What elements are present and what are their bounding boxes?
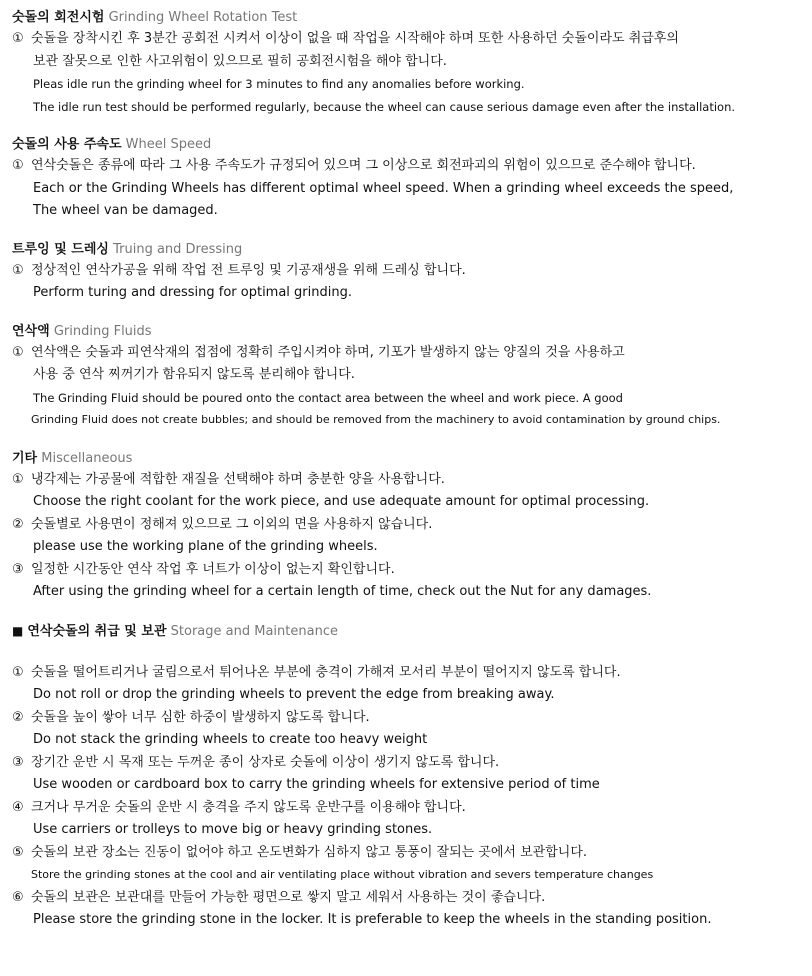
item-text-en: Pleas idle run the grinding wheel for 3 minutes to find any anomalies before working. [33, 77, 525, 91]
item-line [12, 729, 808, 752]
item-line [12, 260, 808, 283]
item-number: ① [12, 262, 24, 278]
item-number: ① [12, 344, 24, 360]
item-number: ⑤ [12, 844, 24, 860]
item-text-ko: 일정한 시간동안 연삭 작업 후 너트가 이상이 없는지 확인합니다. [31, 561, 395, 577]
item-line [12, 819, 808, 842]
item-number: ③ [12, 561, 24, 577]
item-text-ko: 사용 중 연삭 찌꺼기가 함유되지 않도록 분리해야 합니다. [33, 367, 355, 382]
section-heading-grinding-fluids [12, 322, 808, 342]
item-text-ko: 숫돌을 떨어트리거나 굴림으로서 튀어나온 부분에 충격이 가해져 모서리 부분이 떨어지지 않도록 합니다. [31, 664, 621, 680]
item-line [12, 73, 808, 96]
item-number: ① [12, 158, 24, 173]
heading-en: Truing and Dressing [113, 241, 243, 257]
item-line [12, 752, 808, 775]
item-text-ko: 보관 잘못으로 인한 사고위험이 있으므로 필히 공회전시험을 해야 합니다. [33, 53, 447, 69]
item-text-en: Please store the grinding stone in the locker. It is preferable to keep the wheels in the standing position. [33, 912, 712, 927]
item-line [12, 707, 808, 730]
heading-ko: 트루잉 및 드레싱 [12, 241, 109, 257]
item-text-ko: 냉각제는 가공물에 적합한 재질을 선택해야 하며 충분한 양을 사용합니다. [31, 471, 445, 487]
item-text-en: Use carriers or trolleys to move big or heavy grinding stones. [33, 822, 433, 837]
item-text-ko: 장기간 운반 시 목재 또는 두꺼운 종이 상자로 숫돌에 이상이 생기지 않도록 합니다. [31, 754, 500, 770]
heading-ko: 기타 [12, 450, 38, 466]
item-text-en: Perform turing and dressing for optimal grinding. [33, 285, 352, 300]
item-line [12, 909, 808, 932]
item-text-ko: 숫돌을 장착시킨 후 3분간 공회전 시켜서 이상이 없을 때 작업을 시작해야 하며 또한 사용하던 숫돌이라도 취급후의 [31, 31, 679, 46]
section-heading-miscellaneous [12, 449, 808, 469]
item-line [12, 342, 808, 365]
item-text-en: The wheel van be damaged. [33, 203, 218, 218]
item-text-ko: 크거나 무거운 숫돌의 운반 시 충격을 주지 않도록 운반구를 이용해야 합니다. [31, 799, 466, 815]
item-line [12, 96, 808, 119]
item-line [12, 514, 808, 537]
item-text-en: Do not roll or drop the grinding wheels to prevent the edge from breaking away. [33, 687, 555, 702]
section-heading-wheel-speed [12, 135, 808, 155]
item-number: ① [12, 471, 24, 487]
item-line [12, 282, 808, 305]
item-number: ② [12, 516, 24, 532]
document-page [12, 8, 808, 932]
heading-ko: 연삭액 [12, 323, 50, 339]
item-line [12, 536, 808, 559]
item-line [12, 491, 808, 514]
item-line [12, 662, 808, 685]
heading-ko: 숫돌의 회전시험 [12, 10, 105, 25]
heading-en: Storage and Maintenance [170, 623, 338, 639]
section-heading-truing-dressing [12, 240, 808, 260]
item-line [12, 28, 808, 51]
item-line [12, 842, 808, 865]
item-text-ko: 정상적인 연삭가공을 위해 작업 전 트루잉 및 기공재생을 위해 드레싱 합니다. [31, 262, 466, 278]
square-bullet-icon: ■ [12, 623, 24, 638]
item-line [12, 364, 808, 387]
item-number: ⑥ [12, 889, 24, 905]
item-text-ko: 숫돌의 보관은 보관대를 만들어 가능한 평면으로 쌓지 말고 세워서 사용하는 것이 좋습니다. [31, 889, 546, 905]
heading-en: Miscellaneous [41, 450, 133, 466]
item-text-ko: 연삭숫돌은 종류에 따라 그 사용 주속도가 규정되어 있으며 그 이상으로 회전파괴의 위험이 있으므로 준수해야 합니다. [31, 158, 696, 173]
section-heading-rotation-test [12, 8, 808, 28]
item-number: ① [12, 31, 24, 46]
heading-en: Wheel Speed [125, 137, 212, 152]
item-text-ko: 연삭액은 숫돌과 피연삭재의 접점에 정확히 주입시켜야 하며, 기포가 발생하지 않는 양질의 것을 사용하고 [31, 344, 625, 360]
heading-en: Grinding Wheel Rotation Test [108, 10, 298, 25]
item-line [12, 200, 808, 223]
heading-ko: 숫돌의 사용 주속도 [12, 137, 122, 152]
item-line [12, 559, 808, 582]
item-line [12, 774, 808, 797]
item-text-en: Choose the right coolant for the work piece, and use adequate amount for optimal processing. [33, 494, 650, 509]
heading-en: Grinding Fluids [53, 323, 152, 339]
item-line [12, 864, 808, 887]
item-text-en: please use the working plane of the grinding wheels. [33, 539, 378, 554]
item-text-ko: 숫돌별로 사용면이 정해져 있으므로 그 이외의 면을 사용하지 않습니다. [31, 516, 433, 532]
item-line [12, 51, 808, 74]
item-number: ② [12, 709, 24, 725]
item-line [12, 887, 808, 910]
item-number: ① [12, 664, 24, 680]
heading-ko: 연삭숫돌의 취급 및 보관 [27, 623, 167, 639]
item-text-en: Do not stack the grinding wheels to create too heavy weight [33, 732, 428, 747]
item-number: ③ [12, 754, 24, 770]
item-text-en: Each or the Grinding Wheels has different optimal wheel speed. When a grinding wheel exceeds the speed, [33, 180, 734, 196]
section-heading-storage-maintenance [12, 621, 808, 642]
item-text-en: After using the grinding wheel for a certain length of time, check out the Nut for any damages. [33, 584, 652, 599]
item-number: ④ [12, 799, 24, 815]
item-line [12, 469, 808, 492]
item-text-en: The Grinding Fluid should be poured onto the contact area between the wheel and work piece. A good [33, 390, 623, 405]
item-line [12, 155, 808, 178]
item-text-ko: 숫돌의 보관 장소는 진동이 없어야 하고 온도변화가 심하지 않고 통풍이 잘되는 곳에서 보관합니다. [31, 844, 588, 860]
item-line [12, 387, 808, 410]
item-text-en: Grinding Fluid does not create bubbles; and should be removed from the machinery to avoid contamination by ground chips. [31, 413, 721, 426]
item-line [12, 684, 808, 707]
item-text-ko: 숫돌을 높이 쌓아 너무 심한 하중이 발생하지 않도록 합니다. [31, 709, 370, 725]
item-text-en: Use wooden or cardboard box to carry the grinding wheels for extensive period of time [33, 777, 600, 792]
item-line [12, 409, 808, 432]
item-line [12, 797, 808, 820]
item-line [12, 178, 808, 201]
item-text-en: The idle run test should be performed regularly, because the wheel can cause serious damage even after the installation. [33, 99, 736, 114]
item-text-en: Store the grinding stones at the cool and air ventilating place without vibration and severs temperature changes [31, 868, 654, 881]
item-line [12, 581, 808, 604]
